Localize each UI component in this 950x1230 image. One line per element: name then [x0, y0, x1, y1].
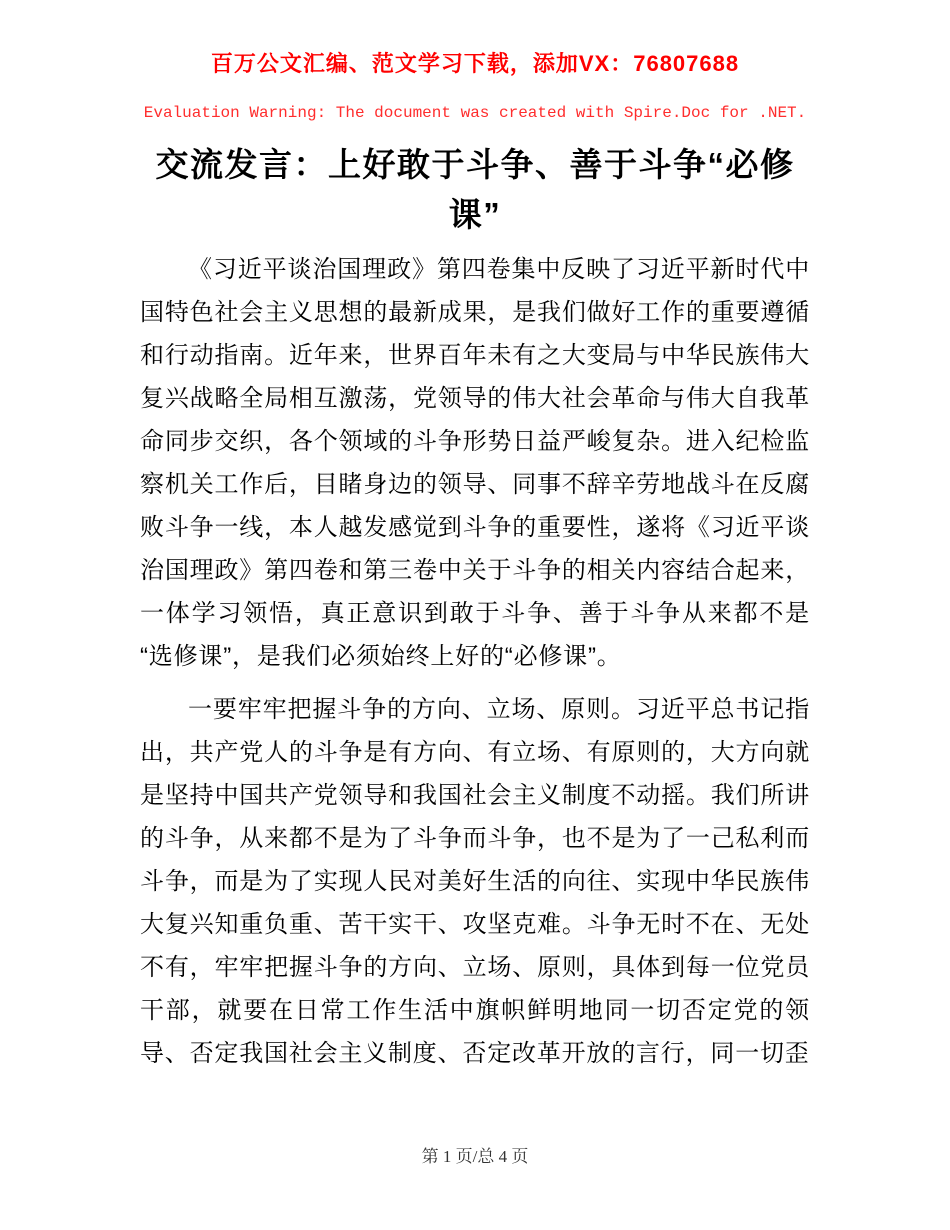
promo-banner-text: 百万公文汇编、范文学习下载，添加VX：76807688 [210, 51, 740, 76]
page-number-indicator: 第 1 页/总 4 页 [421, 1147, 529, 1166]
body-paragraph-2: 一要牢牢把握斗争的方向、立场、原则。习近平总书记指出，共产党人的斗争是有方向、有立场、有原则的，大方向就是坚持中国共产党领导和我国社会主义制度不动摇。我们所讲的斗争，从来都不是为了斗争而斗争，也不是为了一己私利而斗争，而是为了实现人民对美好生活的向往、实现中华民族伟大复兴知重负重、苦干实干、攻坚克难。斗争无时不在、无处不有，牢牢把握斗争的方向、立场、原则，具体到每一位党员干部，就要在日常工作生活中旗帜鲜明地同一切否定党的领导、否定我国社会主义制度、否定改革开放的言行，同一切歪 [140, 696, 810, 1067]
body-paragraph-1: 《习近平谈治国理政》第四卷集中反映了习近平新时代中国特色社会主义思想的最新成果，是我们做好工作的重要遵循和行动指南。近年来，世界百年未有之大变局与中华民族伟大复兴战略全局相互激荡，党领导的伟大社会革命与伟大自我革命同步交织，各个领域的斗争形势日益严峻复杂。进入纪检监察机关工作后，目睹身边的领导、同事不辞辛劳地战斗在反腐败斗争一线，本人越发感觉到斗争的重要性，遂将《习近平谈治国理政》第四卷和第三卷中关于斗争的相关内容结合起来，一体学习领悟，真正意识到敢于斗争、善于斗争从来都不是“选修课”，是我们必须始终上好的“必修课”。 [140, 256, 810, 670]
evaluation-warning-text: Evaluation Warning: The document was created with Spire.Doc for .NET. [143, 104, 807, 122]
document-title: 交流发言：上好敢于斗争、善于斗争“必修课” [155, 146, 795, 233]
document-body [140, 248, 810, 1075]
